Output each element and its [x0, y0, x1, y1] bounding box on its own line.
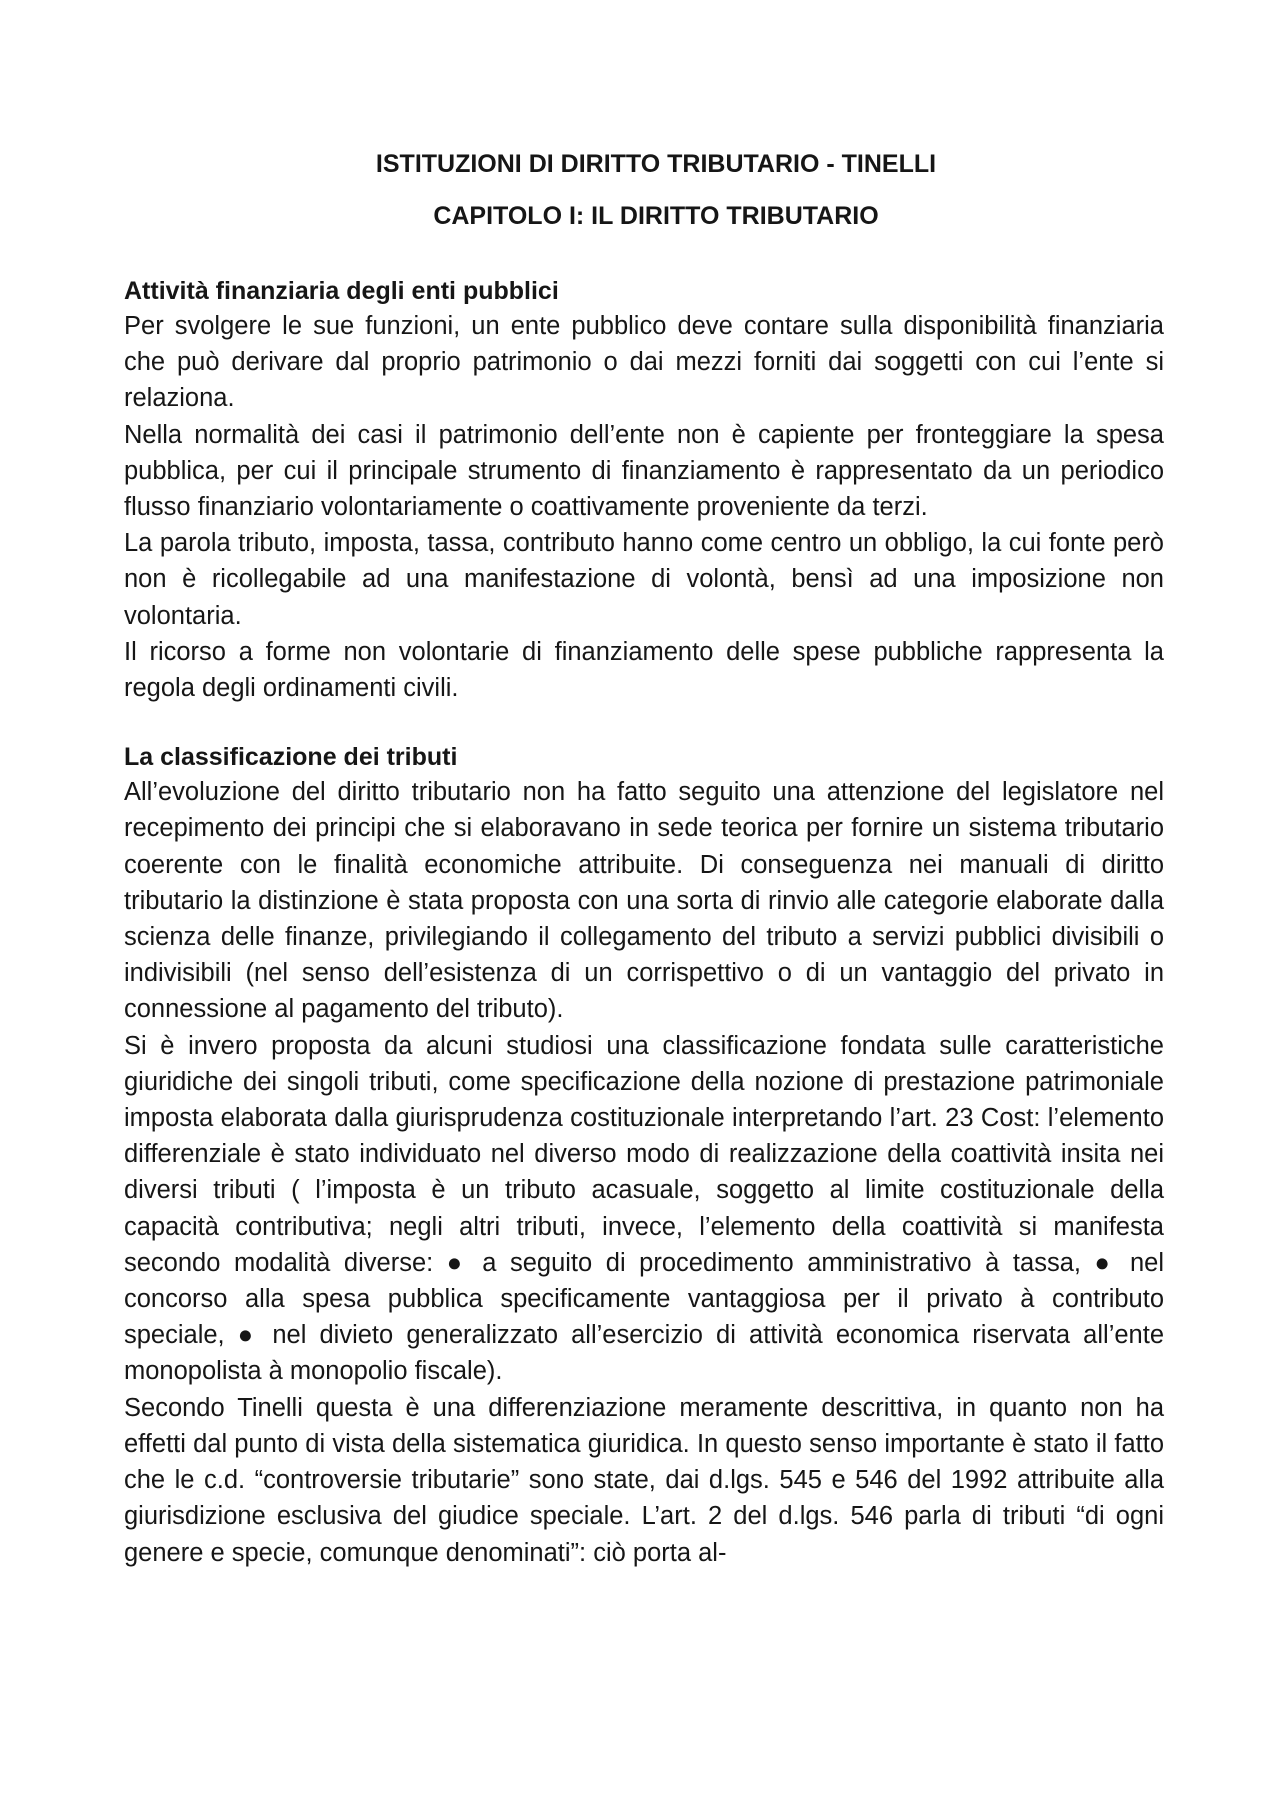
paragraph: Secondo Tinelli questa è una differenziazione meramente descrittiva, in quanto non ha effetti dal punto di vista della sistematica giuridica. In questo senso importante è stato il fatto che le c.d. “controversie tributarie” sono state, dai d.lgs. 545 e 546 del 1992 attribuite alla giurisdizione esclusiva del giudice speciale. L’art. 2 del d.lgs. 546 parla di tributi “di ogni genere e specie, comunque denominati”: ciò porta al-: [124, 1393, 1164, 1567]
document-page: [124, 148, 1164, 1605]
section-attivita-finanziaria: [124, 274, 1164, 706]
chapter-title: CAPITOLO I: IL DIRITTO TRIBUTARIO: [433, 202, 879, 230]
paragraph: Per svolgere le sue funzioni, un ente pubblico deve contare sulla disponibilità finanziaria che può derivare dal proprio patrimonio o dai mezzi forniti dai soggetti con cui l’ente si relaziona.: [124, 312, 1164, 413]
paragraph: All’evoluzione del diritto tributario non ha fatto seguito una attenzione del legislatore nel recepimento dei principi che si elaboravano in sede teorica per fornire un sistema tributario coerente con le finalità economiche attribuite. Di conseguenza nei manuali di diritto tributario la distinzione è stata proposta con una sorta di rinvio alle categorie elaborate dalla scienza delle finanze, privilegiando il collegamento del tributo a servizi pubblici divisibili o indivisibili (nel senso dell’esistenza di un corrispettivo o di un vantaggio del privato in connessione al pagamento del tributo).: [124, 778, 1164, 1024]
paragraph: Il ricorso a forme non volontarie di finanziamento delle spese pubbliche rappresenta la regola degli ordinamenti civili.: [124, 637, 1164, 703]
section-heading: Attività finanziaria degli enti pubblici: [124, 277, 559, 305]
section-classificazione-tributi: [124, 740, 1164, 1570]
document-title: ISTITUZIONI DI DIRITTO TRIBUTARIO - TINELLI: [375, 150, 937, 178]
paragraph: Nella normalità dei casi il patrimonio dell’ente non è capiente per fronteggiare la spesa pubblica, per cui il principale strumento di finanziamento è rappresentato da un periodico flusso finanziario volontariamente o coattivamente proveniente da terzi.: [124, 420, 1164, 522]
paragraph: La parola tributo, imposta, tassa, contributo hanno come centro un obbligo, la cui fonte però non è ricollegabile ad una manifestazione di volontà, bensì ad una imposizione non volontaria.: [124, 529, 1164, 630]
paragraph: Si è invero proposta da alcuni studiosi una classificazione fondata sulle caratteristiche giuridiche dei singoli tributi, come specificazione della nozione di prestazione patrimoniale imposta elaborata dalla giurisprudenza costituzionale interpretando l’art. 23 Cost: l’elemento differenziale è stato individuato nel diverso modo di realizzazione della coattività insita nei diversi tributi ( l’imposta è un tributo acasuale, soggetto al limite costituzionale della capacità contributiva; negli altri tributi, invece, l’elemento della coattività si manifesta secondo modalità diverse: ● a seguito di procedimento amministrativo à tassa, ● nel concorso alla spesa pubblica specificamente vantaggiosa per il privato à contributo speciale, ● nel divieto generalizzato all’esercizio di attività economica riservata all’ente monopolista à monopolio fiscale).: [124, 1031, 1164, 1386]
section-heading: La classificazione dei tributi: [124, 743, 458, 772]
